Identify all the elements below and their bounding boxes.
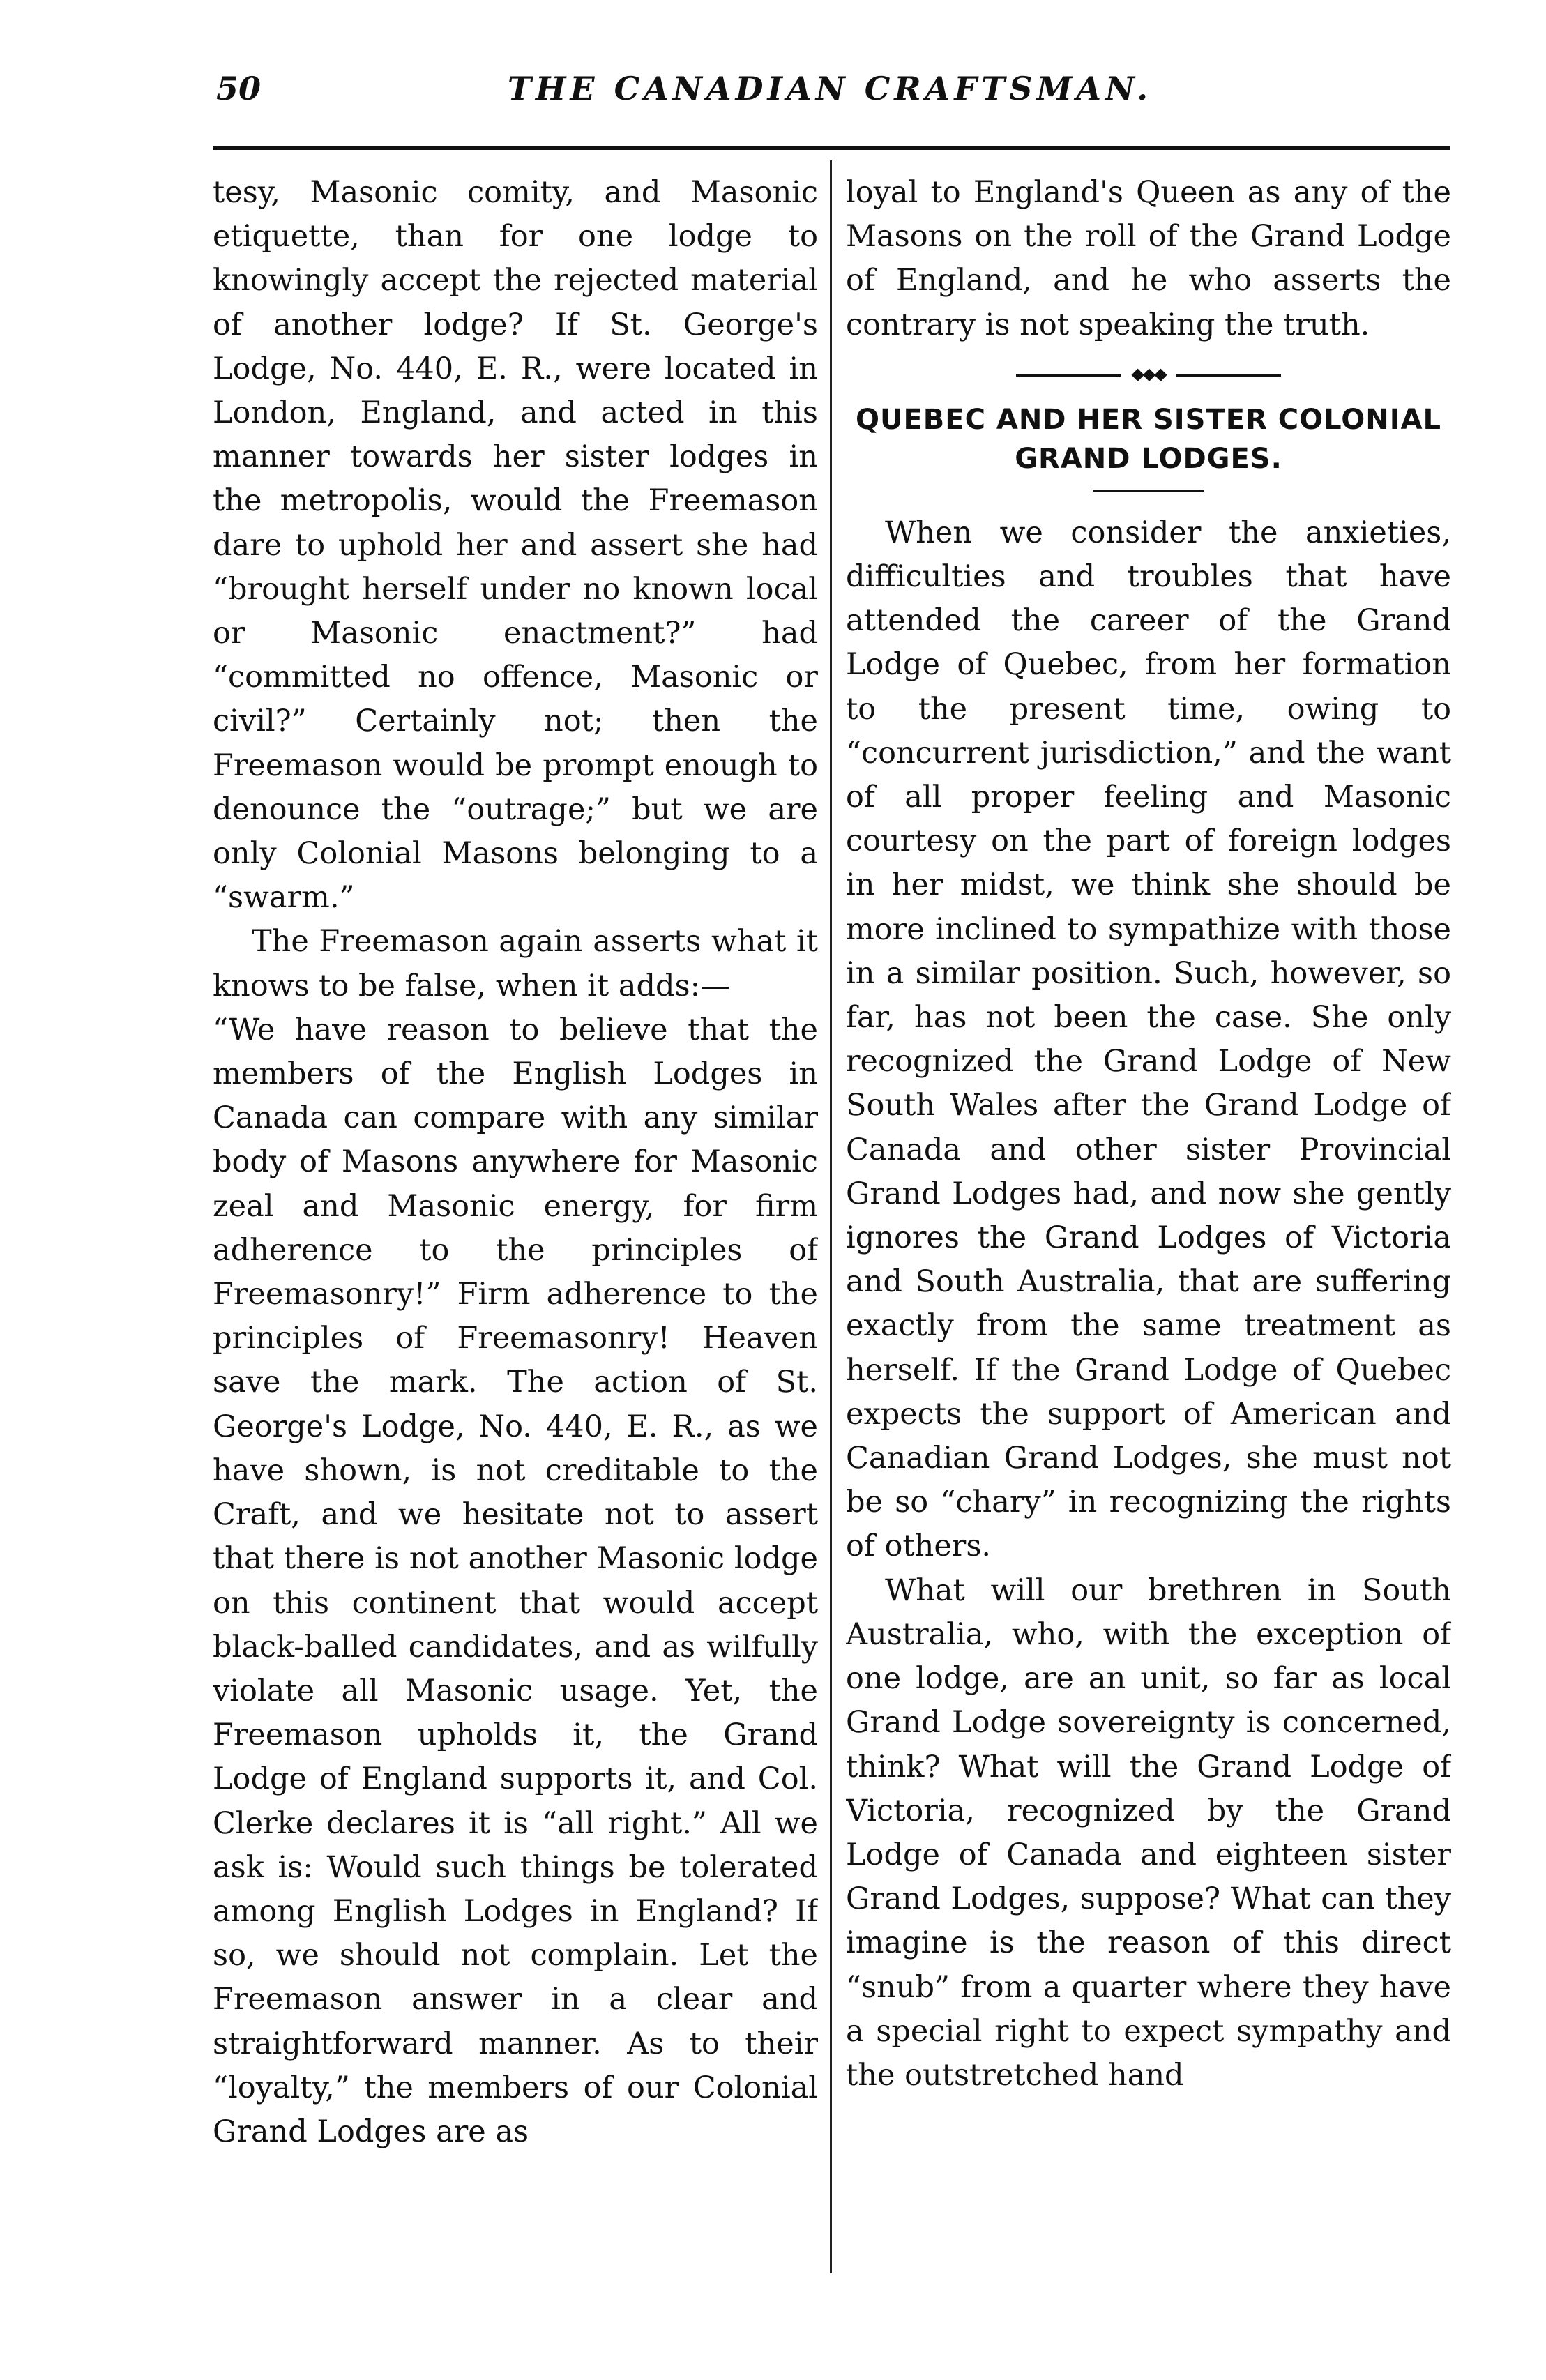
heading-rule bbox=[1093, 490, 1204, 492]
ornament-line-right bbox=[1176, 374, 1281, 377]
right-column bbox=[846, 171, 1451, 2291]
ornament-diamonds: ◆◆◆ bbox=[1131, 363, 1166, 384]
page-number: 50 bbox=[216, 70, 262, 107]
journal-title: THE CANADIAN CRAFTSMAN. bbox=[507, 70, 1153, 107]
left-paragraph-freemason: The Freemason again asserts what it knows to be false, when it adds:— bbox=[213, 924, 818, 1003]
left-column bbox=[213, 171, 818, 2291]
section-heading: QUEBEC AND HER SISTER COLONIAL GRAND LODGES. bbox=[855, 403, 1442, 475]
header-rule bbox=[213, 146, 1450, 150]
column-divider bbox=[830, 160, 832, 2273]
section-ornament bbox=[1016, 363, 1281, 384]
running-head bbox=[202, 70, 1457, 132]
right-paragraph-south-australia: What will our brethren in South Australia, who, with the exception of one lodge, are an unit, so far as local Grand Lodge sovereignty is concerned, think? What will the Grand Lodge of Victoria, recognized by the Grand Lodge of Canada and eighteen sister Grand Lodges, suppose? What can they imagine is the reason of this direct “snub” from a quarter where they have a special right to expect sympathy and the outstretched hand bbox=[846, 1572, 1451, 2093]
right-paragraph-continued: loyal to England's Queen as any of the Masons on the roll of the Grand Lodge of England, and he who asserts the contrary is not speaking the truth. bbox=[846, 175, 1451, 342]
left-paragraph-quotation: “We have reason to believe that the members of the English Lodges in Canada can compare with any similar body of Masons anywhere for Masonic zeal and Masonic energy, for firm adherence to the principles of Freemasonry!” Firm adherence to the principles of Freemasonry! Heaven save the mark. The action of St. George's Lodge, No. 440, E. R., as we have shown, is not creditable to the Craft, and we hesitate not to assert that there is not another Masonic lodge on this continent that would accept black-balled candidates, and as wilfully violate all Masonic usage. Yet, the Freemason upholds it, the Grand Lodge of England supports it, and Col. Clerke declares it is “all right.” All we ask is: Would such things be tolerated among English Lodges in England? If so, we should not complain. Let the Freemason answer in a clear and straightforward manner. As to their “loyalty,” the members of our Colonial Grand Lodges are as bbox=[213, 1012, 818, 2149]
ornament-line-left bbox=[1016, 374, 1121, 377]
right-paragraph-anxieties: When we consider the anxieties, difficulties and troubles that have attended the career of the Grand Lodge of Quebec, from her formation to the present time, owing to “concurrent jurisdiction,” and the want of all proper feeling and Masonic courtesy on the part of foreign lodges in her midst, we think she should be more inclined to sympathize with those in a similar position. Such, however, so far, has not been the case. She only recognized the Grand Lodge of New South Wales after the Grand Lodge of Canada and other sister Provincial Grand Lodges had, and now she gently ignores the Grand Lodges of Victoria and South Australia, that are suffering exactly from the same treatment as herself. If the Grand Lodge of Quebec expects the support of American and Canadian Grand Lodges, she must not be so “chary” in recognizing the rights of others. bbox=[846, 515, 1451, 1564]
left-paragraph-continued: tesy, Masonic comity, and Masonic etiquette, than for one lodge to knowingly accept the rejected material of another lodge? If St. George's Lodge, No. 440, E. R., were located in London, England, and acted in this manner towards her sister lodges in the metropolis, would the Freemason dare to uphold her and assert she had “brought herself under no known local or Masonic enactment?” had “committed no offence, Masonic or civil?” Certainly not; then the Freemason would be prompt enough to denounce the “outrage;” but we are only Colonial Masons belonging to a “swarm.” bbox=[213, 175, 818, 916]
